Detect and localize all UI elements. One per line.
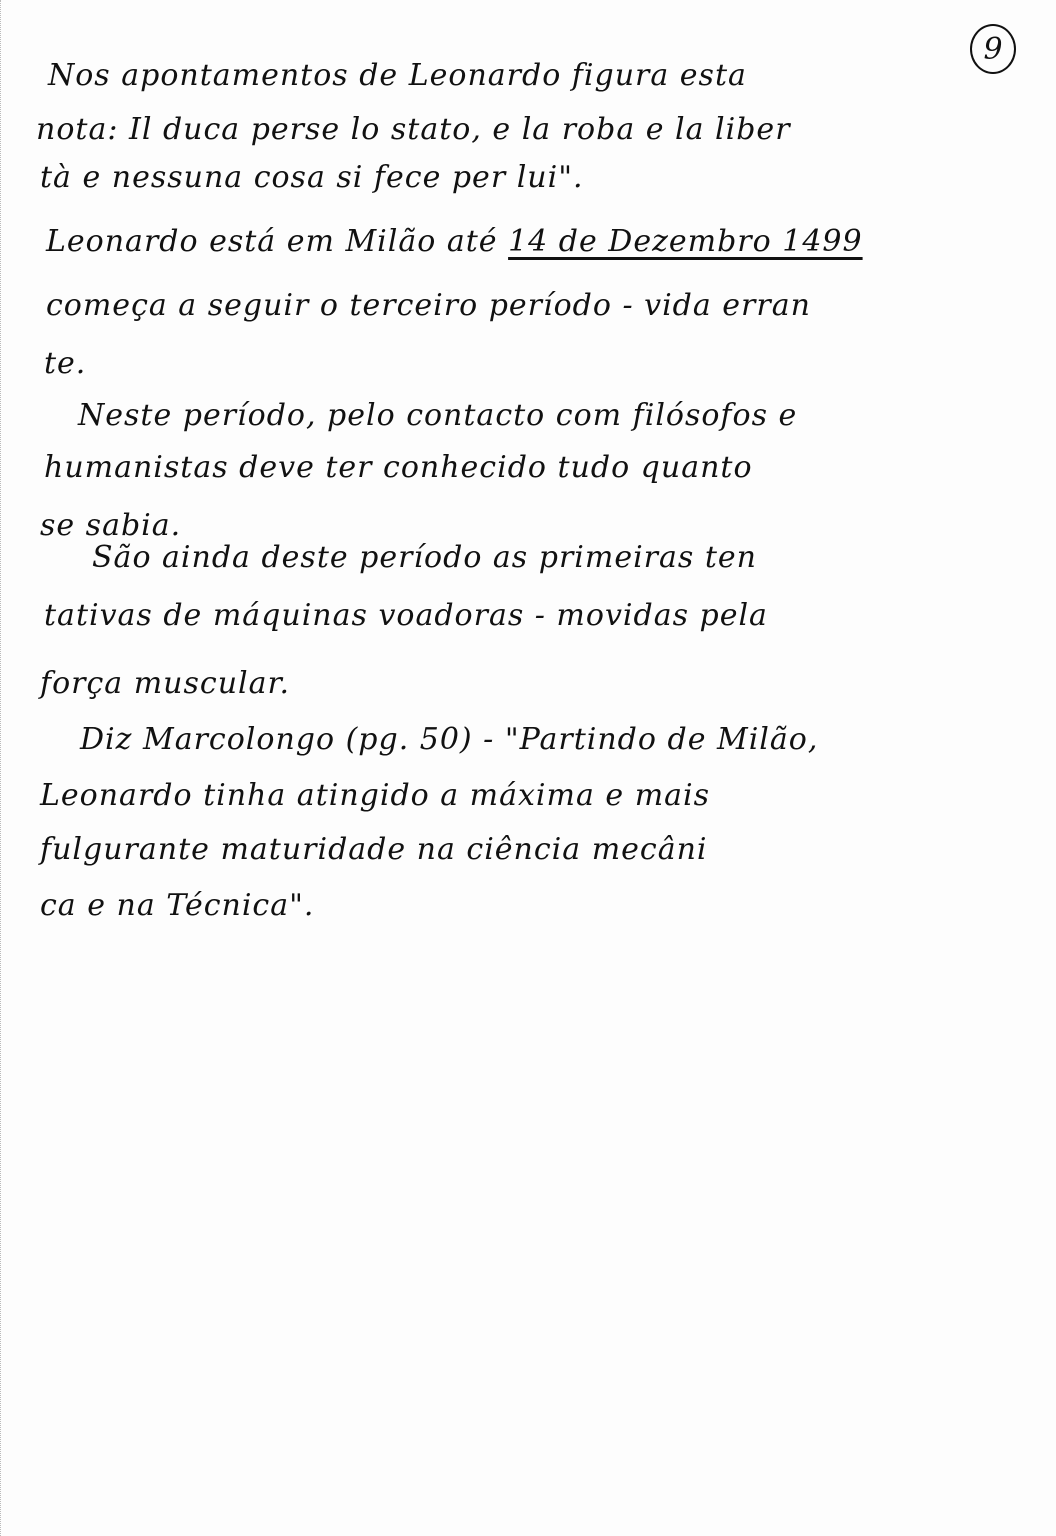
text-line: começa a seguir o terceiro período - vida erran (46, 288, 811, 323)
text-line (46, 224, 863, 259)
text-line: nota: Il duca perse lo stato, e la roba e la liber (36, 112, 791, 147)
text-line: fulgurante maturidade na ciência mecâni (40, 832, 708, 867)
text-line: humanistas deve ter conhecido tudo quanto (44, 450, 753, 485)
text-line: te. (44, 346, 87, 381)
scan-edge (0, 0, 5, 1536)
text-line: Neste período, pelo contacto com filósofos e (78, 398, 798, 433)
text-line: Nos apontamentos de Leonardo figura esta (48, 58, 747, 93)
text-line: tà e nessuna cosa si fece per lui". (40, 160, 584, 195)
text-line: força muscular. (40, 666, 291, 701)
underlined-date: 14 de Dezembro 1499 (508, 224, 863, 259)
page-number: 9 (983, 31, 1003, 67)
text-line: Leonardo tinha atingido a máxima e mais (40, 778, 711, 813)
text-line: tativas de máquinas voadoras - movidas pela (44, 598, 768, 633)
page-number-circle (970, 24, 1016, 74)
text-line: ca e na Técnica". (40, 888, 315, 923)
text-line: se sabia. (40, 508, 182, 543)
text-line-content: Leonardo está em Milão até 14 de Dezembro 1499 (46, 224, 863, 259)
text-line: São ainda deste período as primeiras ten (92, 540, 757, 575)
text-line: Diz Marcolongo (pg. 50) - "Partindo de Milão, (80, 722, 819, 757)
